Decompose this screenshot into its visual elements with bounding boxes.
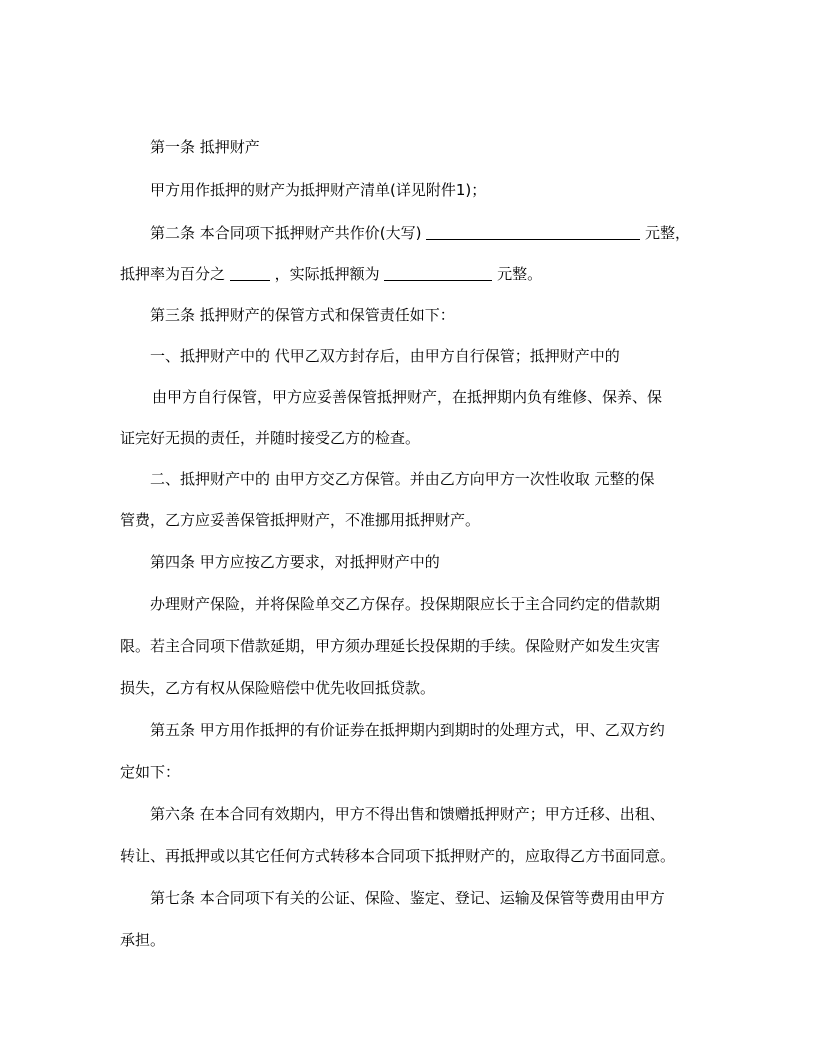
article-5-line-1: 第五条 甲方用作抵押的有价证券在抵押期内到期时的处理方式，甲、乙双方约 (150, 721, 665, 739)
article-2-line-2 (120, 264, 700, 284)
article-3-item-2-line-1: 二、抵押财产中的 由甲方交乙方保管。并由乙方向甲方一次性收取 元整的保 (150, 470, 655, 488)
article-1-heading: 第一条 抵押财产 (150, 138, 260, 156)
article-7-line-1: 第七条 本合同项下有关的公证、保险、鉴定、登记、运输及保管等费用由甲方 (150, 889, 665, 907)
article-2-line-1 (150, 223, 700, 243)
actual-amount-label: ，实际抵押额为 (274, 265, 380, 283)
article-7-line-2: 承担。 (120, 931, 166, 949)
mortgage-rate-blank (230, 264, 270, 281)
article-3-item-1-line-2: 由甲方自行保管，甲方应妥善保管抵押财产，在抵押期内负有维修、保养、保 (152, 388, 663, 406)
article-1-body: 甲方用作抵押的财产为抵押财产清单(详见附件1)； (150, 181, 487, 199)
article-4-line-4: 损失，乙方有权从保险赔偿中优先收回抵贷款。 (120, 679, 436, 697)
actual-amount-blank (384, 264, 492, 281)
mortgage-rate-label: 抵押率为百分之 (120, 265, 226, 283)
valuation-blank (426, 223, 640, 240)
article-4-line-3: 限。若主合同项下借款延期，甲方须办理延长投保期的手续。保险财产如发生灾害 (120, 637, 661, 655)
article-6-line-1: 第六条 在本合同有效期内，甲方不得出售和馈赠抵押财产；甲方迁移、出租、 (150, 805, 665, 823)
article-3-heading: 第三条 抵押财产的保管方式和保管责任如下： (150, 306, 455, 324)
article-6-line-2: 转让、再抵押或以其它任何方式转移本合同项下抵押财产的，应取得乙方书面同意。 (120, 847, 676, 865)
yuan-suffix: 元整， (645, 224, 691, 242)
article-4-line-2: 办理财产保险，并将保险单交乙方保存。投保期限应长于主合同约定的借款期 (150, 595, 661, 613)
yuan-end: 元整。 (497, 265, 543, 283)
article-4-line-1: 第四条 甲方应按乙方要求，对抵押财产中的 (150, 553, 440, 571)
article-3-item-2-line-2: 管费，乙方应妥善保管抵押财产，不准挪用抵押财产。 (120, 511, 481, 529)
article-3-item-1-line-1: 一、抵押财产中的 代甲乙双方封存后，由甲方自行保管；抵押财产中的 (150, 347, 620, 365)
article-2-text: 第二条 本合同项下抵押财产共作价(大写) (150, 224, 422, 242)
article-5-line-2: 定如下： (120, 763, 181, 781)
article-3-item-1-line-3: 证完好无损的责任，并随时接受乙方的检查。 (120, 429, 421, 447)
